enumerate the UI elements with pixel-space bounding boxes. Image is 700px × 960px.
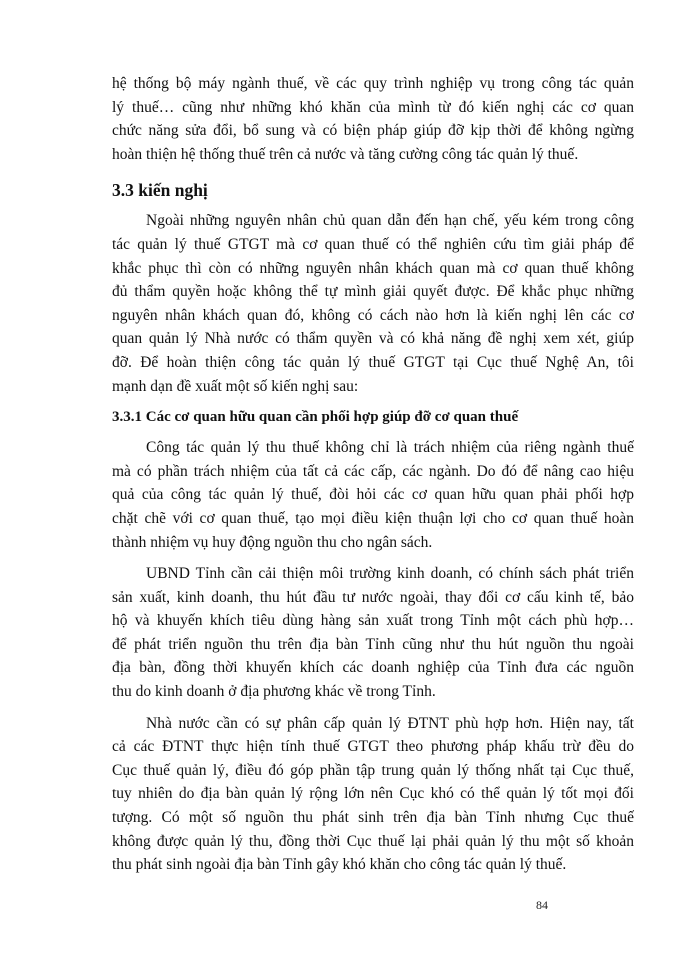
text-line: Công tác quản lý thu thuế không chỉ là trách nhiệm của riêng ngành thuế xyxy=(146,439,634,457)
paragraph-3 xyxy=(112,436,634,554)
text-line: mà có phần trách nhiệm của tất cả các cấp, các ngành. Do đó để nâng cao hiệu xyxy=(112,462,634,480)
text-line: chặt chẽ với cơ quan thuế, tạo mọi điều kiện thuận lợi cho cơ quan thuế hoàn xyxy=(112,509,634,527)
text-line: quả của công tác quản lý thuế, đòi hỏi các cơ quan hữu quan phải phối hợp xyxy=(112,486,634,504)
text-line: không được quản lý thu, đồng thời Cục thuế lại phải quản lý thu một số khoản xyxy=(112,832,634,850)
text-line: thu phát sinh ngoài địa bàn Tỉnh gây khó khăn cho công tác quản lý thuế. xyxy=(112,856,567,874)
text-line: Ngoài những nguyên nhân chủ quan dẫn đến hạn chế, yếu kém trong công xyxy=(146,212,634,230)
text-line: đỡ. Để hoàn thiện công tác quản lý thuế GTGT tại Cục thuế Nghệ An, tôi xyxy=(112,353,634,371)
text-line: mạnh dạn đề xuất một số kiến nghị sau: xyxy=(112,377,359,395)
document-page xyxy=(112,72,634,885)
page-number: 84 xyxy=(536,898,548,912)
paragraph-4 xyxy=(112,562,634,704)
text-line: đủ thẩm quyền hoặc không thể tự mình giải quyết được. Để khắc phục những xyxy=(112,283,634,301)
text-line: thành nhiệm vụ huy động nguồn thu cho ngân sách. xyxy=(112,533,433,551)
text-line: Nhà nước cần có sự phân cấp quản lý ĐTNT phù hợp hơn. Hiện nay, tất xyxy=(146,714,634,732)
paragraph-2 xyxy=(112,209,634,398)
text-line: cả các ĐTNT thực hiện tính thuế GTGT theo phương pháp khấu trừ đều do xyxy=(112,738,634,756)
text-line: tác quản lý thuế GTGT mà cơ quan thuế có thể nghiên cứu tìm giải pháp để xyxy=(112,235,634,253)
text-line: sản xuất, kinh doanh, thu hút đầu tư nước ngoài, thay đổi cơ cấu kinh tế, bảo xyxy=(112,588,634,606)
paragraph-5 xyxy=(112,712,634,877)
text-line: thu do kinh doanh ở địa phương khác về trong Tỉnh. xyxy=(112,683,436,701)
text-line: UBND Tỉnh cần cải thiện môi trường kinh doanh, có chính sách phát triển xyxy=(146,565,634,583)
text-line: lý thuế… cũng như những khó khăn của mình từ đó kiến nghị các cơ quan xyxy=(112,98,634,116)
text-line: khắc phục thì còn có những nguyên nhân khách quan mà cơ quan thuế không xyxy=(112,259,634,277)
text-line: chức năng sửa đổi, bổ sung và có biện pháp giúp đỡ kịp thời để không ngừng xyxy=(112,122,634,140)
subsection-heading: 3.3.1 Các cơ quan hữu quan cần phối hợp giúp đỡ cơ quan thuế xyxy=(112,409,519,426)
text-line: nguyên nhân khách quan đó, không có cách nào hơn là kiến nghị lên các cơ xyxy=(112,306,634,324)
text-line: Cục thuế quản lý, điều đó góp phần tập trung quản lý thống nhất tại Cục thuế, xyxy=(112,761,634,779)
text-line: địa bàn, đồng thời khuyến khích các doanh nghiệp của Tỉnh đưa các nguồn xyxy=(112,659,634,677)
paragraph-1 xyxy=(112,72,634,166)
text-line: để phát triển nguồn thu trên địa bàn Tỉnh cũng như thu hút nguồn thu ngoài xyxy=(112,635,634,653)
text-line: hệ thống bộ máy ngành thuế, về các quy trình nghiệp vụ trong công tác quản xyxy=(112,75,634,92)
text-line: tượng. Có một số nguồn thu phát sinh trên địa bàn Tỉnh nhưng Cục thuế xyxy=(112,809,634,827)
text-line: hoàn thiện hệ thống thuế trên cả nước và tăng cường công tác quản lý thuế. xyxy=(112,145,579,163)
text-line: quan quản lý Nhà nước có thẩm quyền và có khả năng đề nghị xem xét, giúp xyxy=(112,330,634,348)
text-line: hộ và khuyến khích tiêu dùng hàng sản xuất trong Tỉnh một cách phù hợp… xyxy=(112,612,634,630)
section-heading: 3.3 kiến nghị xyxy=(112,180,208,201)
text-line: tuy nhiên do địa bàn quản lý rộng lớn nên Cục khó có thể quản lý tốt mọi đối xyxy=(112,785,634,803)
